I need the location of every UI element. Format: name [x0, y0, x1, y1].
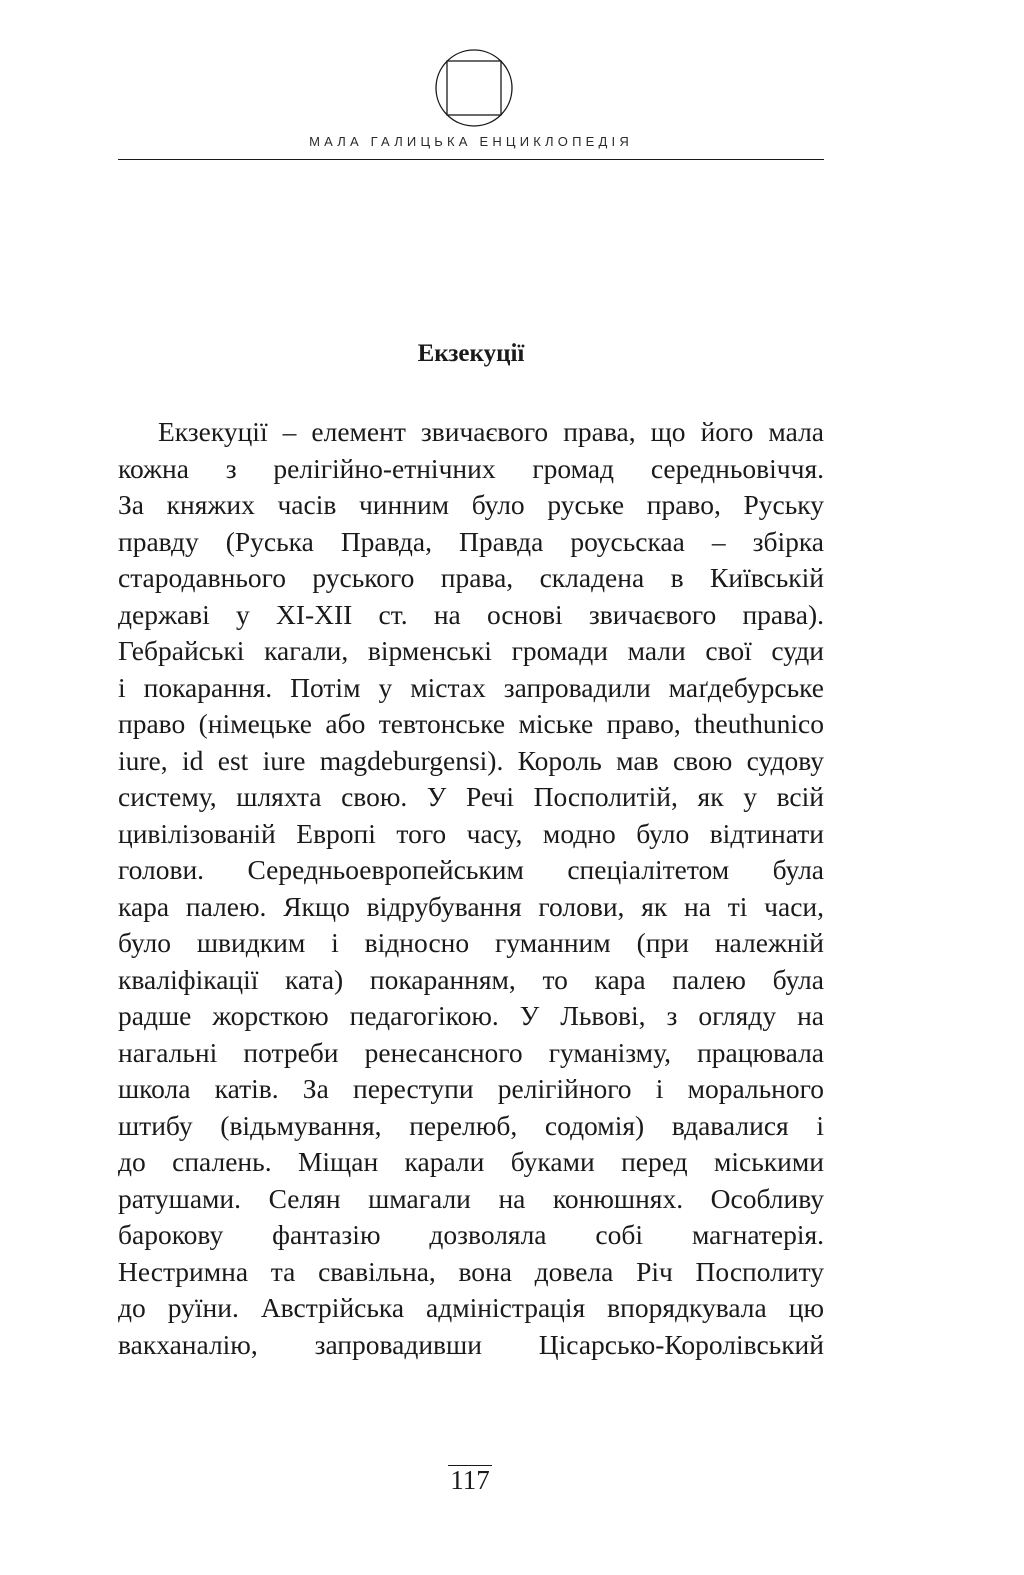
- body-line: За княжих часів чинним було руське право, Руську: [118, 489, 824, 520]
- body-line: до спалень. Міщан карали буками перед міськими: [118, 1146, 824, 1177]
- body-line: барокову фантазію дозволяла собі магнатерія.: [118, 1219, 824, 1250]
- body-line: кваліфікації ката) покаранням, то кара палею була: [118, 963, 824, 995]
- body-line: штибу (відьмування, перелюб, содомія) вдавалися і: [118, 1109, 824, 1141]
- body-line: правду (Руська Правда, Правда роусьскаа – збірка: [118, 525, 824, 557]
- body-line: кожна з релігійно-етнічних громад середньовіччя.: [118, 452, 824, 484]
- body-line: державі у XI-XII ст. на основі звичаєвого права).: [118, 598, 824, 630]
- body-line: iure, id est iure magdeburgensi). Король мав свою судову: [118, 744, 824, 776]
- body-line: кара палею. Якщо відрубування голови, як на ті часи,: [118, 890, 824, 922]
- body-line: систему, шляхта свою. У Речі Посполитій, як у всій: [118, 781, 824, 812]
- body-line: було швидким і відносно гуманним (при належній: [118, 927, 824, 958]
- body-line: Нестримна та свавільна, вона довела Річ Посполиту: [118, 1255, 824, 1287]
- body-line: голови. Середньоевропейським спеціалітетом була: [118, 854, 824, 885]
- body-line: радше жорсткою педагогікою. У Львові, з огляду на: [118, 1000, 824, 1031]
- header-divider: [118, 159, 824, 160]
- page-number: 117: [450, 1465, 490, 1495]
- body-line: Екзекуції – елемент звичаєвого права, що його мала: [158, 416, 824, 447]
- body-line: Гебрайські кагали, вірменські громади мали свої суди: [118, 635, 824, 666]
- body-line: і покарання. Потім у містах запровадили маґдебурське: [118, 671, 824, 703]
- emblem-icon: [434, 48, 514, 128]
- body-line: школа катів. За переступи релігійного і морального: [118, 1073, 824, 1104]
- body-line: до руїни. Австрійська адміністрація впорядкувала цю: [118, 1292, 824, 1323]
- body-line: вакханалію, запровадивши Цісарсько-Королівський: [118, 1328, 824, 1360]
- body-line: ратушами. Селян шмагали на конюшнях. Особливу: [118, 1182, 824, 1214]
- body-line: нагальні потреби ренесансного гуманізму, працювала: [118, 1036, 824, 1068]
- article-body: [118, 414, 824, 1363]
- body-line: цивілізованій Европі того часу, модно було відтинати: [118, 817, 824, 849]
- article-title: Екзекуції: [417, 340, 525, 367]
- body-line: право (німецьке або тевтонське міське право, theuthunico: [118, 708, 824, 739]
- body-line: стародавнього руського права, складена в Київській: [118, 562, 824, 593]
- running-header: МАЛА ГАЛИЦЬКА ЕНЦИКЛОПЕДІЯ: [309, 134, 633, 149]
